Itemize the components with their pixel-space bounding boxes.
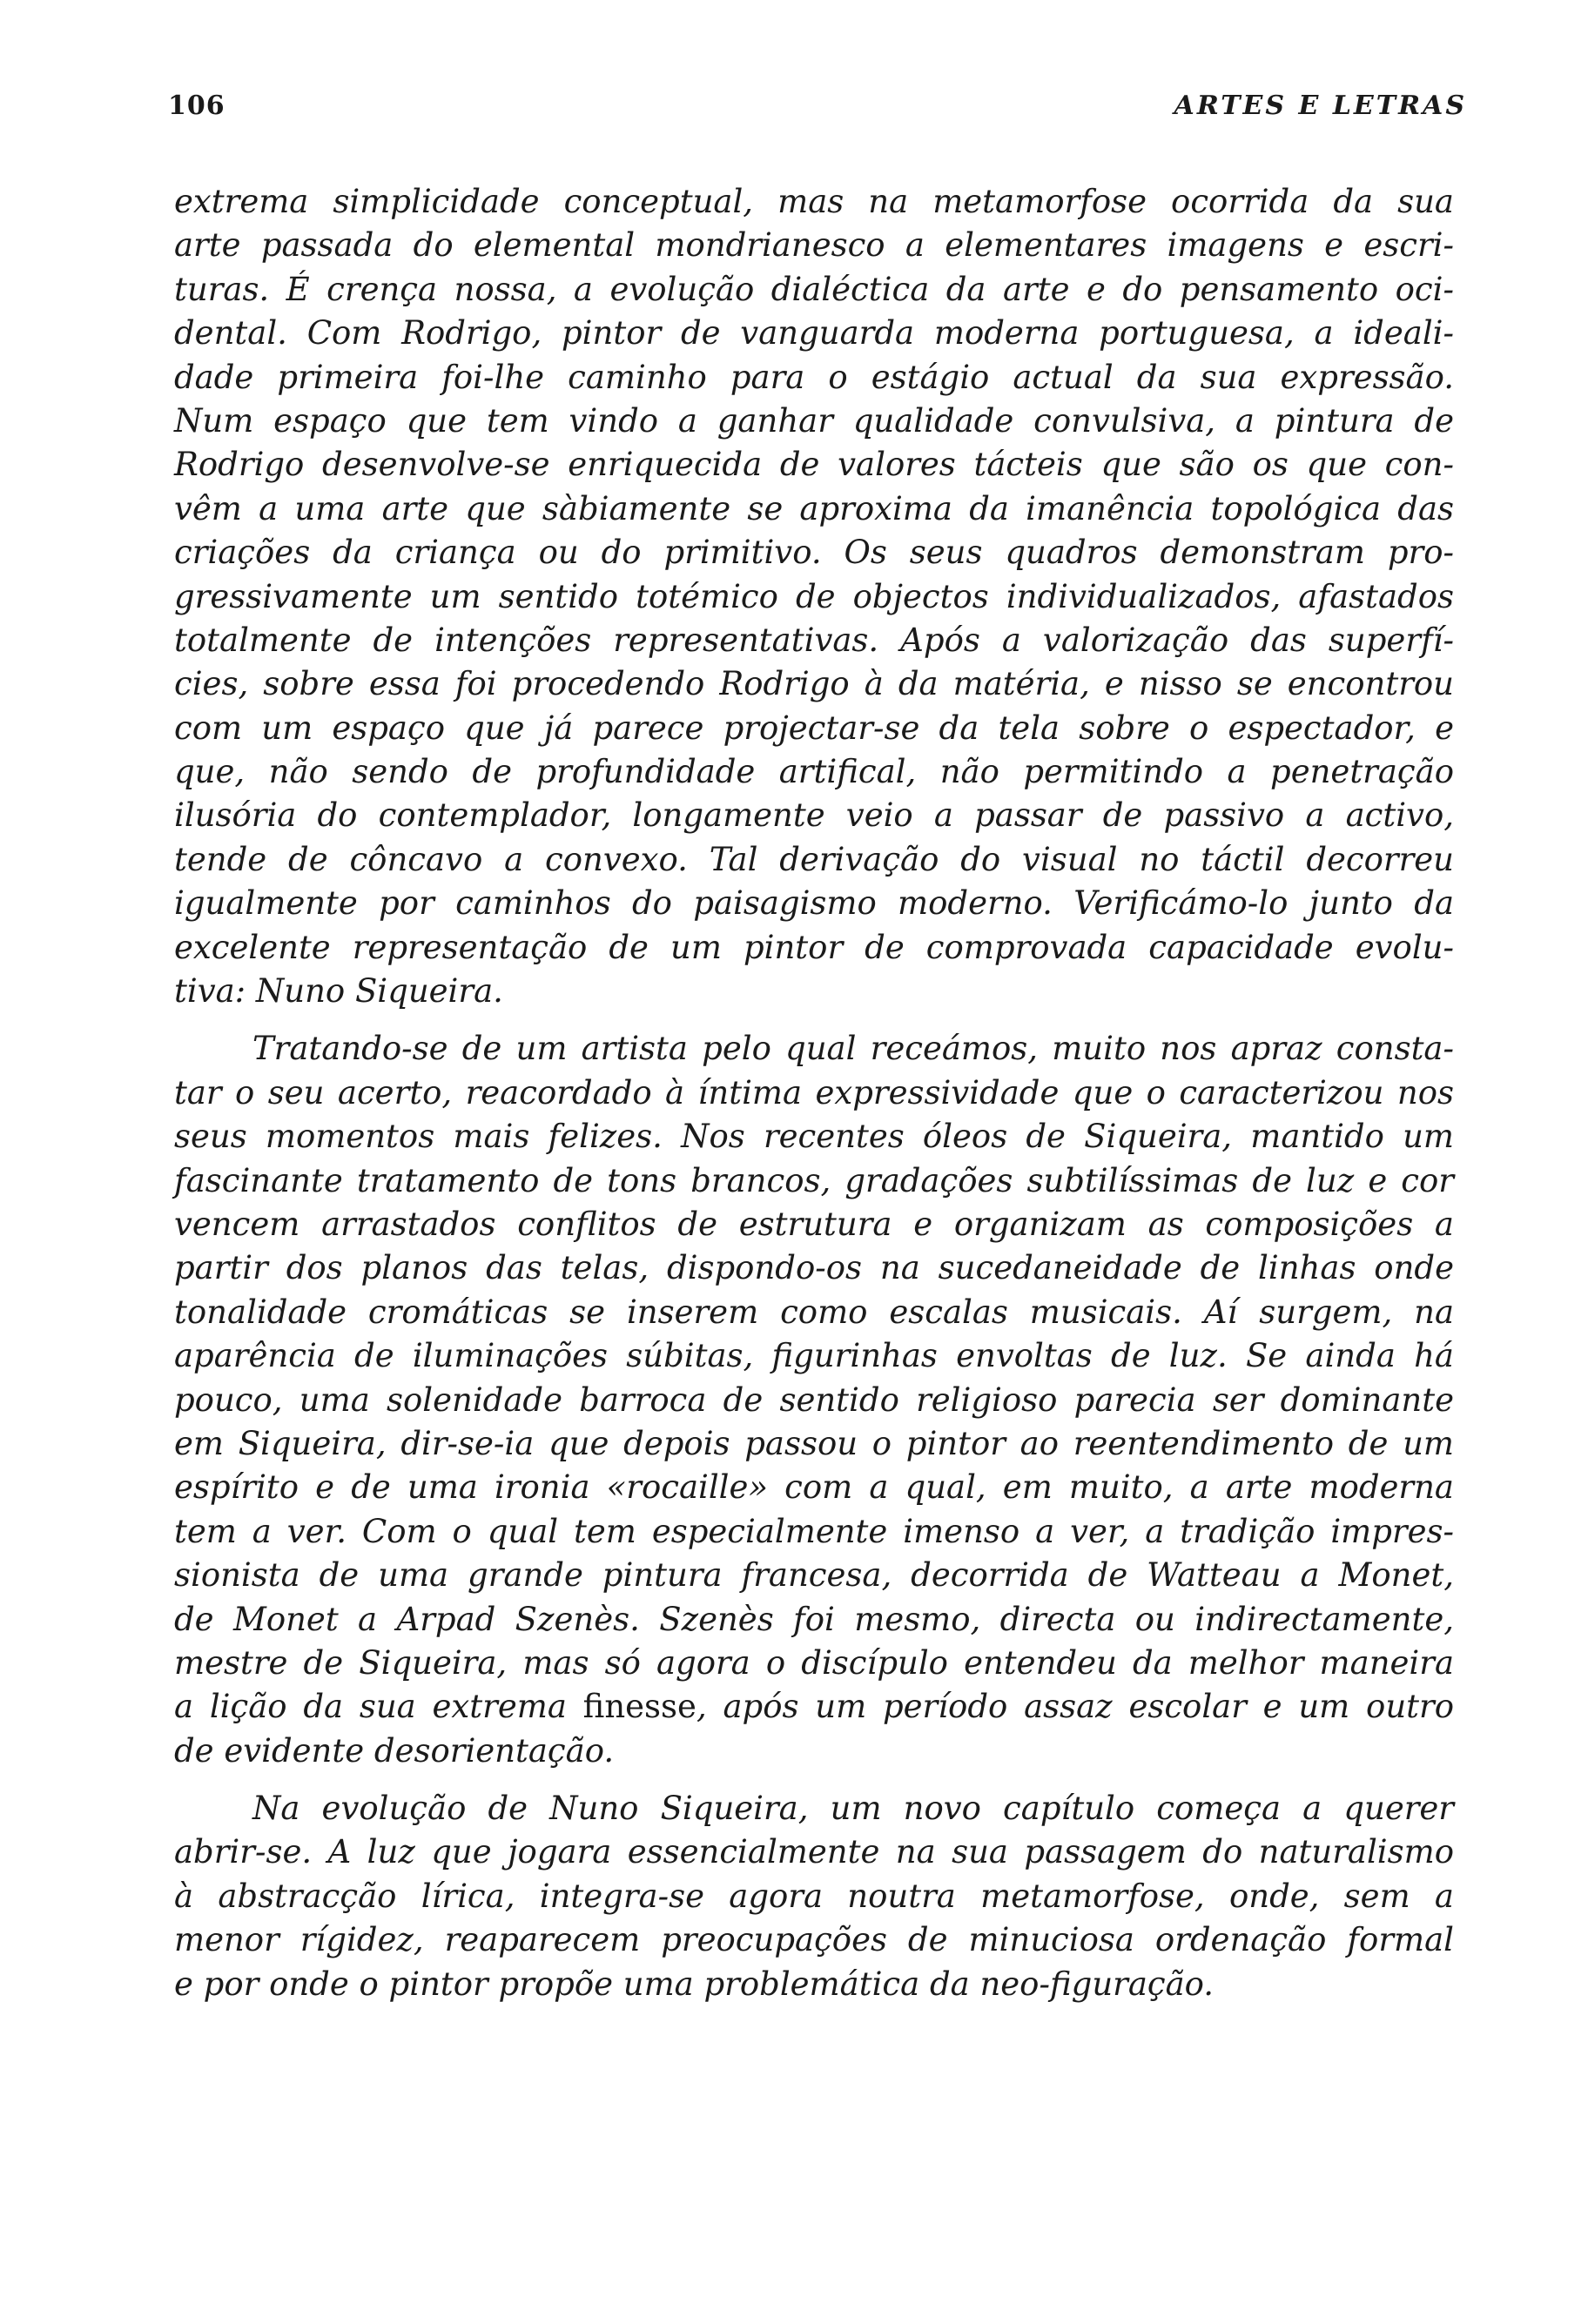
text-line: à abstracção lírica, integra-se agora noutra metamorfose, onde, sem a xyxy=(174,1877,1454,1915)
text-line: Na evolução de Nuno Siqueira, um novo capítulo começa a querer xyxy=(252,1790,1454,1828)
text-line: Num espaço que tem vindo a ganhar qualidade convulsiva, a pintura de xyxy=(174,401,1454,440)
text-line: fascinante tratamento de tons brancos, gradações subtilíssimas de luz e cor xyxy=(174,1161,1454,1199)
text-line: extrema simplicidade conceptual, mas na metamorfose ocorrida da sua xyxy=(174,183,1454,220)
text-line: seus momentos mais felizes. Nos recentes óleos de Siqueira, mantido um xyxy=(174,1118,1454,1156)
text-line: dade primeira foi-lhe caminho para o estágio actual da sua expressão. xyxy=(174,358,1454,396)
text-line: tende de côncavo a convexo. Tal derivação do visual no táctil decorreu xyxy=(174,840,1454,878)
text-line: vêm a uma arte que sàbiamente se aproxima da imanência topológica das xyxy=(174,489,1454,527)
text-segment: , após um período assaz escolar e um outro xyxy=(696,1688,1454,1726)
text-line: sionista de uma grande pintura francesa, decorrida de Watteau a Monet, xyxy=(174,1556,1454,1595)
text-line: vencem arrastados conflitos de estrutura e organizam as composições a xyxy=(174,1205,1454,1243)
text-line: tiva: Nuno Siqueira. xyxy=(174,972,503,1011)
text-line: aparência de iluminações súbitas, figurinhas envoltas de luz. Se ainda há xyxy=(174,1337,1454,1375)
text-line: arte passada do elemental mondrianesco a elementares imagens e escri- xyxy=(174,226,1454,265)
text-line: dental. Com Rodrigo, pintor de vanguarda moderna portuguesa, a ideali- xyxy=(174,314,1454,353)
text-line: criações da criança ou do primitivo. Os seus quadros demonstram pro- xyxy=(174,534,1454,572)
article-body xyxy=(174,180,1454,2006)
text-line: em Siqueira, dir-se-ia que depois passou o pintor ao reentendimento de um xyxy=(174,1424,1454,1462)
text-line: Rodrigo desenvolve-se enriquecida de valores tácteis que são os que con- xyxy=(174,446,1454,484)
text-line: pouco, uma solenidade barroca de sentido religioso parecia ser dominante xyxy=(174,1380,1454,1419)
text-line: ilusória do contemplador, longamente veio a passar de passivo a activo, xyxy=(174,796,1454,835)
text-line: de evidente desorientação. xyxy=(174,1731,615,1770)
text-line: gressivamente um sentido totémico de objectos individualizados, afastados xyxy=(174,577,1454,615)
roman-word: finesse xyxy=(582,1688,696,1726)
text-line: e por onde o pintor propõe uma problemática da neo-figuração. xyxy=(174,1965,1215,2003)
running-head xyxy=(168,91,1467,134)
text-line: com um espaço que já parece projectar-se da tela sobre o espectador, e xyxy=(174,709,1454,747)
text-line: Tratando-se de um artista pelo qual receámos, muito nos apraz consta- xyxy=(252,1030,1454,1068)
text-line: tonalidade cromáticas se inserem como escalas musicais. Aí surgem, na xyxy=(174,1293,1454,1331)
text-line: abrir-se. A luz que jogara essencialmente na sua passagem do naturalismo xyxy=(174,1833,1454,1871)
text-line: tem a ver. Com o qual tem especialmente imenso a ver, a tradição impres- xyxy=(174,1512,1454,1550)
text-line: espírito e de uma ironia «rocaille» com a qual, em muito, a arte moderna xyxy=(174,1468,1454,1507)
text-line: excelente representação de um pintor de comprovada capacidade evolu- xyxy=(174,928,1454,966)
text-line: mestre de Siqueira, mas só agora o discípulo entendeu da melhor maneira xyxy=(174,1643,1454,1682)
text-line-finesse xyxy=(174,1685,1454,1729)
text-line: de Monet a Arpad Szenès. Szenès foi mesmo, directa ou indirectamente, xyxy=(174,1600,1454,1638)
paragraph-gap xyxy=(174,1013,1454,1027)
text-line: menor rígidez, reaparecem preocupações de minuciosa ordenação formal xyxy=(174,1921,1454,1959)
text-line: igualmente por caminhos do paisagismo moderno. Verificámo-lo junto da xyxy=(174,884,1454,923)
text-line: turas. É crença nossa, a evolução dialéctica da arte e do pensamento oci- xyxy=(174,270,1454,308)
paragraph-gap xyxy=(174,1773,1454,1787)
text-line: que, não sendo de profundidade artifical, não permitindo a penetração xyxy=(174,753,1454,791)
text-line: cies, sobre essa foi procedendo Rodrigo à da matéria, e nisso se encontrou xyxy=(174,665,1454,703)
text-line: totalmente de intenções representativas. Após a valorização das superfí- xyxy=(174,621,1454,659)
journal-title: ARTES E LETRAS xyxy=(1174,91,1467,121)
page-number: 106 xyxy=(168,91,225,121)
text-line: tar o seu acerto, reacordado à íntima expressividade que o caracterizou nos xyxy=(174,1073,1454,1112)
text-segment: a lição da sua extrema xyxy=(174,1688,583,1726)
text-line: partir dos planos das telas, dispondo-os na sucedaneidade de linhas onde xyxy=(174,1249,1454,1287)
